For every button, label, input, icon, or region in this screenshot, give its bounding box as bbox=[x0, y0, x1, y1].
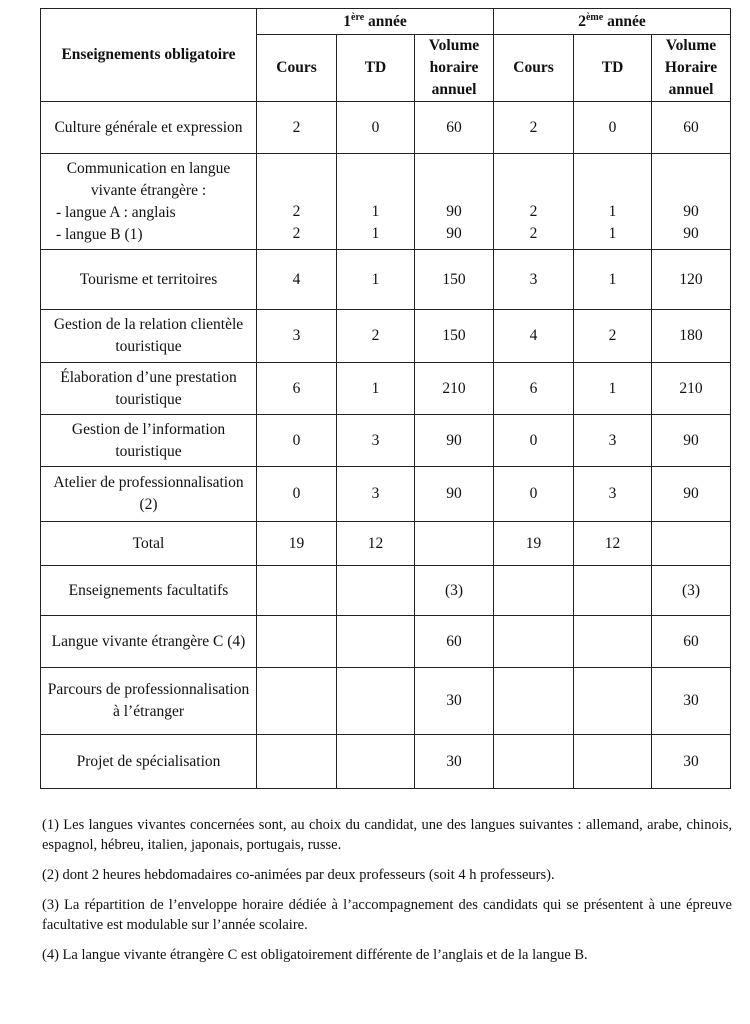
cours-2: 3 bbox=[494, 250, 574, 310]
sub-item-b: - langue B (1) bbox=[56, 225, 143, 243]
td-2: 3 bbox=[574, 467, 652, 522]
subject-label: Gestion de la relation clientèle touristique bbox=[41, 310, 257, 363]
cours-1: 6 bbox=[257, 363, 337, 415]
empty-cell bbox=[494, 668, 574, 735]
table-row bbox=[41, 668, 731, 735]
empty-cell bbox=[494, 566, 574, 616]
cours-2: 4 bbox=[494, 310, 574, 363]
subject-label: Élaboration d’une prestation touristique bbox=[41, 363, 257, 415]
subject-label: Parcours de professionnalisation à l’étranger bbox=[41, 668, 257, 735]
table-row bbox=[41, 250, 731, 310]
cours-1: 0 bbox=[257, 415, 337, 467]
volume-2: 30 bbox=[652, 735, 731, 789]
footnote-3: (3) La répartition de l’enveloppe horaire dédiée à l’accompagnement des candidats qui se présentent à une épreuve facultative est modulable sur l’année scolaire. bbox=[42, 897, 732, 933]
empty-cell bbox=[337, 566, 415, 616]
volume-1: 30 bbox=[415, 735, 494, 789]
empty-cell bbox=[257, 668, 337, 735]
td-2: 2 bbox=[574, 310, 652, 363]
volume-1: 60 bbox=[415, 616, 494, 668]
volume-1: 90 90 bbox=[415, 154, 494, 250]
total-row bbox=[41, 522, 731, 566]
volume-2: 120 bbox=[652, 250, 731, 310]
td-2: 0 bbox=[574, 102, 652, 154]
header-td-1: TD bbox=[337, 35, 415, 102]
volume-2: 60 bbox=[652, 616, 731, 668]
table-row bbox=[41, 102, 731, 154]
empty-cell bbox=[494, 735, 574, 789]
table-row bbox=[41, 616, 731, 668]
header-td-2: TD bbox=[574, 35, 652, 102]
header-cours-1: Cours bbox=[257, 35, 337, 102]
total-volume-1 bbox=[415, 522, 494, 566]
subject-label: Gestion de l’information touristique bbox=[41, 415, 257, 467]
volume-2: 30 bbox=[652, 668, 731, 735]
empty-cell bbox=[574, 668, 652, 735]
subject-label: Tourisme et territoires bbox=[41, 250, 257, 310]
cours-1: 4 bbox=[257, 250, 337, 310]
subject-label: Langue vivante étrangère C (4) bbox=[41, 616, 257, 668]
empty-cell bbox=[574, 566, 652, 616]
cours-1: 2 bbox=[257, 102, 337, 154]
header-cours-2: Cours bbox=[494, 35, 574, 102]
cours-2: 6 bbox=[494, 363, 574, 415]
td-1: 1 bbox=[337, 250, 415, 310]
footnote-4: (4) La langue vivante étrangère C est obligatoirement différente de l’anglais et de la langue B. bbox=[42, 947, 588, 963]
volume-2: 180 bbox=[652, 310, 731, 363]
table-row bbox=[41, 154, 731, 250]
table-row bbox=[41, 467, 731, 522]
cours-2: 2 2 bbox=[494, 154, 574, 250]
table-row bbox=[41, 310, 731, 363]
header-year2: 2ème année bbox=[494, 9, 731, 35]
header-subject: Enseignements obligatoire bbox=[41, 9, 257, 102]
table-row bbox=[41, 363, 731, 415]
subject-label: Projet de spécialisation bbox=[41, 735, 257, 789]
volume-2: (3) bbox=[652, 566, 731, 616]
header-year1: 1ère année bbox=[257, 9, 494, 35]
cours-1: 2 2 bbox=[257, 154, 337, 250]
table-row bbox=[41, 415, 731, 467]
empty-cell bbox=[257, 616, 337, 668]
td-2: 1 1 bbox=[574, 154, 652, 250]
volume-1: 30 bbox=[415, 668, 494, 735]
table-row bbox=[41, 735, 731, 789]
cours-1: 0 bbox=[257, 467, 337, 522]
total-cours-2: 19 bbox=[494, 522, 574, 566]
empty-cell bbox=[574, 616, 652, 668]
total-label: Total bbox=[41, 522, 257, 566]
header-volume-2: Volume Horaire annuel bbox=[652, 35, 731, 102]
td-1: 3 bbox=[337, 467, 415, 522]
sub-item-a: - langue A : anglais bbox=[56, 203, 176, 221]
empty-cell bbox=[337, 735, 415, 789]
empty-cell bbox=[494, 616, 574, 668]
total-volume-2 bbox=[652, 522, 731, 566]
td-1: 3 bbox=[337, 415, 415, 467]
td-2: 3 bbox=[574, 415, 652, 467]
subject-label: Atelier de professionnalisation (2) bbox=[41, 467, 257, 522]
subject-label: Communication en langue vivante étrangère : - langue A : anglais - langue B (1) bbox=[41, 154, 257, 250]
volume-1: 90 bbox=[415, 467, 494, 522]
hours-table bbox=[40, 8, 731, 789]
total-td-1: 12 bbox=[337, 522, 415, 566]
empty-cell bbox=[574, 735, 652, 789]
footnote-2: (2) dont 2 heures hebdomadaires co-animées par deux professeurs (soit 4 h professeurs). bbox=[42, 867, 555, 883]
empty-cell bbox=[257, 566, 337, 616]
td-1: 1 1 bbox=[337, 154, 415, 250]
empty-cell bbox=[257, 735, 337, 789]
volume-2: 90 90 bbox=[652, 154, 731, 250]
footnotes bbox=[42, 815, 732, 975]
total-cours-1: 19 bbox=[257, 522, 337, 566]
volume-1: (3) bbox=[415, 566, 494, 616]
volume-2: 90 bbox=[652, 415, 731, 467]
cours-2: 0 bbox=[494, 467, 574, 522]
empty-cell bbox=[337, 668, 415, 735]
total-td-2: 12 bbox=[574, 522, 652, 566]
header-volume-1: Volume horaire annuel bbox=[415, 35, 494, 102]
volume-2: 60 bbox=[652, 102, 731, 154]
td-1: 2 bbox=[337, 310, 415, 363]
cours-1: 3 bbox=[257, 310, 337, 363]
volume-2: 210 bbox=[652, 363, 731, 415]
volume-2: 90 bbox=[652, 467, 731, 522]
empty-cell bbox=[337, 616, 415, 668]
volume-1: 150 bbox=[415, 310, 494, 363]
cours-2: 0 bbox=[494, 415, 574, 467]
td-2: 1 bbox=[574, 250, 652, 310]
td-1: 0 bbox=[337, 102, 415, 154]
volume-1: 60 bbox=[415, 102, 494, 154]
volume-1: 210 bbox=[415, 363, 494, 415]
optional-header-row bbox=[41, 566, 731, 616]
td-2: 1 bbox=[574, 363, 652, 415]
subject-label: Culture générale et expression bbox=[41, 102, 257, 154]
cours-2: 2 bbox=[494, 102, 574, 154]
optional-header-label: Enseignements facultatifs bbox=[41, 566, 257, 616]
td-1: 1 bbox=[337, 363, 415, 415]
volume-1: 90 bbox=[415, 415, 494, 467]
footnote-1: (1) Les langues vivantes concernées sont, au choix du candidat, une des langues suivantes : allemand, arabe, chinois, espagnol, hébreu, italien, japonais, portugais, russe. bbox=[42, 817, 732, 853]
volume-1: 150 bbox=[415, 250, 494, 310]
